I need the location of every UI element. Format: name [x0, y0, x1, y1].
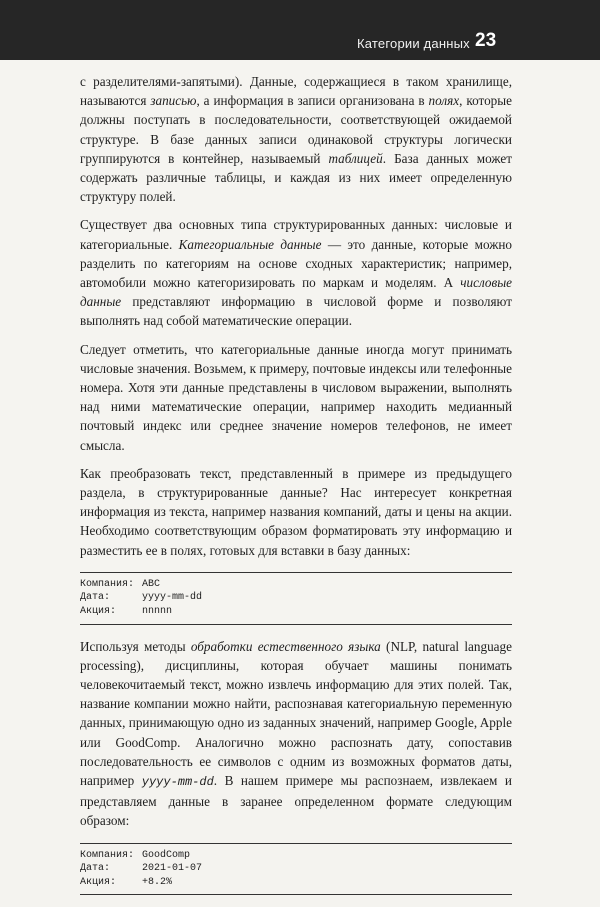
code-key: Акция:	[80, 606, 117, 618]
text-run: (NLP, natural language processing), дисциплины, которая обучает машины понимать человекочитаемый текст, можно извлечь информацию для этих полей. Так, название компании можно найти, распознавая категориальную переменную данных, принимающую одно из заданных значений, например Google, Apple или GoodComp. Аналогично можно распознать дату, сопоставив последовательность ее символов с одним из возможных форматов даты, например	[80, 638, 512, 789]
term-nlp: обработки естественного языка	[190, 638, 381, 654]
code-value: GoodComp	[142, 849, 191, 861]
code-key: Компания:	[80, 849, 135, 861]
paragraph-2	[80, 215, 512, 330]
code-row	[80, 876, 512, 890]
text-run: представляют информацию в числовой форме и позволяют выполнять над собой математические операции.	[80, 294, 512, 329]
code-value: +8.2%	[142, 876, 173, 888]
code-key: Акция:	[80, 876, 117, 888]
code-row	[80, 578, 512, 592]
text-run: Используя методы	[80, 638, 191, 654]
text-run: . В нашем примере мы распознаем, извлекаем и представляем данные в заранее определенном формате следующим образом:	[80, 773, 512, 829]
term-categorical-data: Категориальные данные	[178, 236, 322, 252]
running-header	[0, 0, 600, 60]
code-listing-2	[80, 843, 512, 896]
paragraph-5	[80, 637, 512, 831]
code-value: yyyy-mm-dd	[142, 592, 203, 604]
paragraph-4: Как преобразовать текст, представленный в примере из предыдущего раздела, в структурированные данные? Нас интересует конкретная информация из текста, например названия компаний, даты и цены на акции. Необходимо соответствующим образом форматировать эту информацию и разместить ее в полях, готовых для вставки в базу данных:	[80, 465, 512, 558]
text-run: с разделителями-запятыми). Данные, содержащиеся в таком хранилище, называются	[80, 74, 512, 109]
code-value: ABC	[142, 578, 161, 590]
text-run: , которые должны поступать в последовательности, соответствующей ожидаемой структуре. В базе данных записи одинаковой структуры логически группируются в контейнер, называемый	[80, 93, 512, 166]
text-run: Существует два основных типа структурированных данных: числовые и категориальные.	[80, 217, 512, 252]
paragraph-3: Следует отметить, что категориальные данные иногда могут принимать числовые значения. Возьмем, к примеру, почтовые индексы или телефонные номера. Хотя эти данные представлены в числовом выражении, выполнять над ними математические операции, например находить медианный почтовый индекс или среднее значение номеров телефонов, не имеет смысла.	[80, 341, 512, 453]
code-row	[80, 605, 512, 619]
term-table: таблицей	[328, 150, 383, 166]
page-number: 23	[475, 30, 497, 51]
chapter-title: Категории данных	[357, 36, 470, 51]
term-record: записью	[150, 93, 197, 109]
code-key: Дата:	[80, 863, 111, 875]
text-run: , а информация в записи организована в	[196, 93, 429, 109]
code-listing-1	[80, 572, 512, 625]
paragraph-1	[80, 72, 512, 206]
term-numeric-data: числовые данные	[80, 275, 512, 310]
code-row	[80, 591, 512, 605]
text-run: . База данных может содержать различные таблицы, и каждая из них имеет определенную структуру полей.	[80, 150, 512, 205]
text-run: — это данные, которые можно разделить по категориям на основе сходных характеристик; например, автомобили можно категоризировать по маркам и моделям. А	[80, 236, 512, 291]
term-fields: полях	[428, 93, 460, 109]
date-format-inline: yyyy-mm-dd	[141, 775, 214, 790]
code-row	[80, 862, 512, 876]
page-content	[80, 72, 512, 907]
code-value: 2021-01-07	[142, 863, 203, 875]
code-key: Компания:	[80, 578, 135, 590]
code-row	[80, 849, 512, 863]
code-key: Дата:	[80, 592, 111, 604]
code-value: nnnnn	[142, 606, 173, 618]
